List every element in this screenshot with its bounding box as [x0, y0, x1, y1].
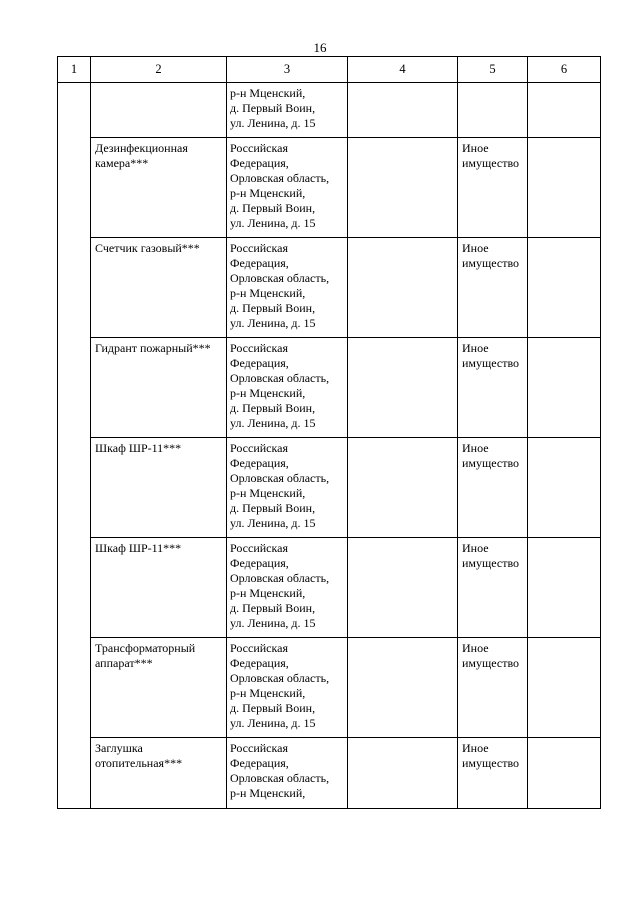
table-row: [58, 638, 601, 738]
item-name-cell-text: [91, 83, 226, 86]
property-type-cell-text: Иное имущество: [462, 141, 520, 170]
column-4-cell-text: [348, 538, 457, 541]
item-name-cell-text: Шкаф ШР-11***: [95, 441, 182, 455]
column-header-4: 4: [348, 57, 458, 83]
item-name-cell: [91, 738, 227, 809]
table-row: [58, 83, 601, 138]
column-6-cell: [528, 438, 601, 538]
item-name-cell: [91, 338, 227, 438]
column-6-cell: [528, 83, 601, 138]
column-6-cell: [528, 338, 601, 438]
address-cell-text: Российская Федерация, Орловская область, р-н Мценский, д. Первый Воин, ул. Ленина, д. 15: [230, 541, 330, 630]
address-cell: [227, 538, 348, 638]
property-type-cell-text: Иное имущество: [462, 341, 520, 370]
address-cell: [227, 638, 348, 738]
table-row: [58, 338, 601, 438]
table-row: [58, 538, 601, 638]
table-row: [58, 138, 601, 238]
table-row: [58, 738, 601, 809]
column-4-cell-text: [348, 338, 457, 341]
column-6-cell-text: [528, 338, 600, 341]
item-name-cell: [91, 138, 227, 238]
address-cell-text: Российская Федерация, Орловская область, р-н Мценский, д. Первый Воин, ул. Ленина, д. 15: [230, 441, 330, 530]
table-body: [58, 83, 601, 809]
column-6-cell-text: [528, 138, 600, 141]
column-header-1: 1: [58, 57, 91, 83]
column-header-2: 2: [91, 57, 227, 83]
property-type-cell-text: Иное имущество: [462, 441, 520, 470]
property-type-cell-text: Иное имущество: [462, 541, 520, 570]
item-name-cell: [91, 83, 227, 138]
column-4-cell: [348, 238, 458, 338]
address-cell-text: р-н Мценский, д. Первый Воин, ул. Ленина, д. 15: [230, 86, 316, 130]
address-cell-text: Российская Федерация, Орловская область, р-н Мценский, д. Первый Воин, ул. Ленина, д. 15: [230, 641, 330, 730]
property-type-cell: [458, 538, 528, 638]
address-cell: [227, 438, 348, 538]
item-name-cell-text: Гидрант пожарный***: [95, 341, 211, 355]
column-4-cell: [348, 338, 458, 438]
property-type-cell-text: [458, 83, 527, 86]
column-6-cell: [528, 538, 601, 638]
item-name-cell: [91, 238, 227, 338]
address-cell: [227, 138, 348, 238]
property-table: [57, 56, 601, 809]
address-cell-text: Российская Федерация, Орловская область, р-н Мценский, д. Первый Воин, ул. Ленина, д. 15: [230, 141, 330, 230]
column-6-cell-text: [528, 538, 600, 541]
property-type-cell-text: Иное имущество: [462, 741, 520, 770]
column-4-cell-text: [348, 83, 457, 86]
page-number: 16: [313, 40, 327, 55]
column-4-cell-text: [348, 638, 457, 641]
row-number-cell: [58, 83, 91, 809]
address-cell-text: Российская Федерация, Орловская область, р-н Мценский, д. Первый Воин, ул. Ленина, д. 15: [230, 241, 330, 330]
item-name-cell: [91, 638, 227, 738]
table-row: [58, 238, 601, 338]
table-row: [58, 438, 601, 538]
property-type-cell: [458, 138, 528, 238]
item-name-cell-text: Дезинфекционная камера***: [95, 141, 188, 170]
column-4-cell: [348, 83, 458, 138]
column-6-cell-text: [528, 238, 600, 241]
column-6-cell: [528, 238, 601, 338]
column-6-cell-text: [528, 738, 600, 741]
column-4-cell-text: [348, 438, 457, 441]
column-6-cell-text: [528, 638, 600, 641]
property-type-cell: [458, 338, 528, 438]
column-4-cell-text: [348, 238, 457, 241]
address-cell: [227, 238, 348, 338]
column-4-cell-text: [348, 738, 457, 741]
property-type-cell: [458, 438, 528, 538]
column-4-cell: [348, 638, 458, 738]
column-4-cell: [348, 738, 458, 809]
property-type-cell: [458, 83, 528, 138]
column-header-3: 3: [227, 57, 348, 83]
column-6-cell: [528, 638, 601, 738]
item-name-cell-text: Шкаф ШР-11***: [95, 541, 182, 555]
item-name-cell-text: Трансформаторный аппарат***: [95, 641, 196, 670]
column-6-cell-text: [528, 438, 600, 441]
column-header-6: 6: [528, 57, 601, 83]
property-type-cell: [458, 738, 528, 809]
address-cell-text: Российская Федерация, Орловская область, р-н Мценский, д. Первый Воин, ул. Ленина, д. 15: [230, 341, 330, 430]
property-type-cell: [458, 238, 528, 338]
property-type-cell-text: Иное имущество: [462, 241, 520, 270]
header-row: [58, 57, 601, 83]
column-header-5: 5: [458, 57, 528, 83]
column-4-cell: [348, 438, 458, 538]
address-cell-text: Российская Федерация, Орловская область, р-н Мценский,: [230, 741, 330, 800]
item-name-cell-text: Счетчик газовый***: [95, 241, 200, 255]
item-name-cell: [91, 438, 227, 538]
column-6-cell: [528, 738, 601, 809]
item-name-cell-text: Заглушка отопительная***: [95, 741, 183, 770]
property-type-cell-text: Иное имущество: [462, 641, 520, 670]
column-4-cell: [348, 538, 458, 638]
column-6-cell-text: [528, 83, 600, 86]
column-4-cell-text: [348, 138, 457, 141]
column-4-cell: [348, 138, 458, 238]
item-name-cell: [91, 538, 227, 638]
address-cell: [227, 338, 348, 438]
address-cell: [227, 83, 348, 138]
address-cell: [227, 738, 348, 809]
property-type-cell: [458, 638, 528, 738]
column-6-cell: [528, 138, 601, 238]
